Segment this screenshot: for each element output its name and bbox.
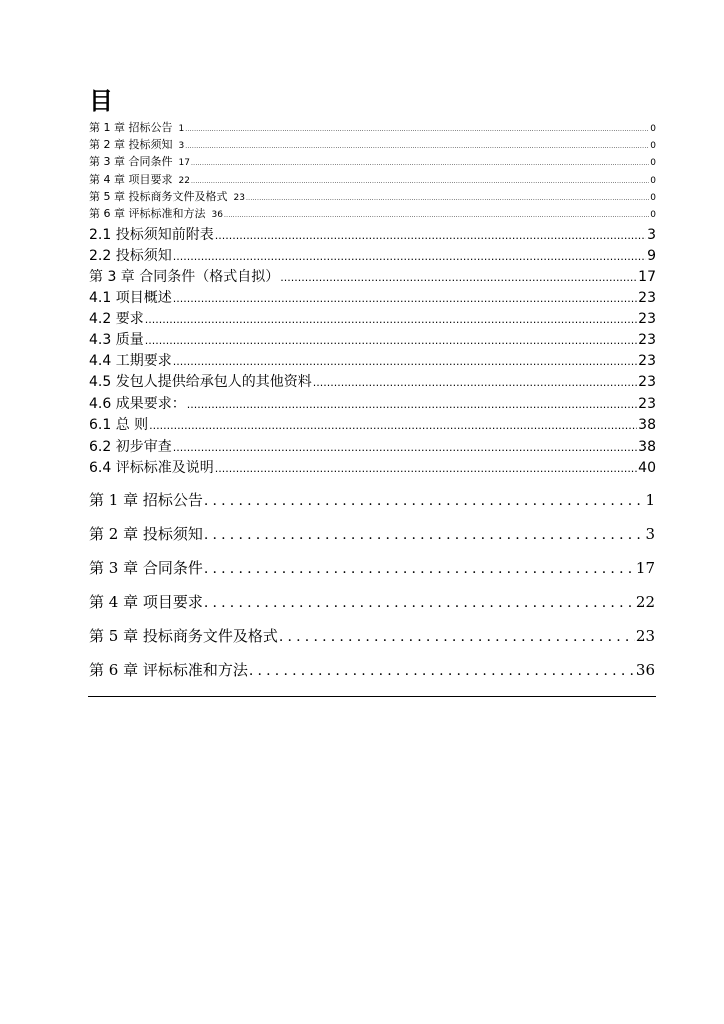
toc-page-number: 38	[638, 417, 656, 433]
toc-leader	[215, 458, 637, 479]
toc-label: 第 2 章 投标须知	[89, 525, 203, 543]
toc-label: 第 5 章 投标商务文件及格式	[89, 190, 228, 203]
toc-leader	[173, 351, 637, 372]
toc-leader	[173, 437, 637, 458]
toc-entry-mid[interactable]	[89, 330, 656, 351]
toc-entry-mid[interactable]	[89, 309, 656, 330]
toc-label: 第 1 章 招标公告	[89, 491, 203, 509]
toc-page-number: 23	[638, 396, 656, 412]
toc-leader	[187, 394, 637, 415]
toc-label: 6.1 总 则	[89, 417, 149, 433]
toc-leader	[191, 155, 649, 172]
toc-entry-large[interactable]	[89, 558, 655, 579]
toc-page-number: 23	[638, 332, 656, 348]
toc-entry-mid[interactable]	[89, 372, 656, 393]
toc-label: 第 3 章 合同条件	[89, 559, 203, 577]
toc-leader	[204, 525, 645, 545]
toc-entry-mid[interactable]	[89, 225, 656, 246]
toc-leader	[204, 593, 635, 613]
toc-leader	[173, 288, 637, 309]
toc-label: 第 3 章 合同条件（格式自拟）	[89, 269, 280, 285]
toc-label: 第 4 章 项目要求	[89, 593, 203, 611]
toc-page-number: 9	[647, 248, 656, 264]
toc-page-number: 40	[638, 460, 656, 476]
toc-leader	[204, 491, 645, 511]
toc-label: 4.5 发包人提供给承包人的其他资料	[89, 374, 312, 390]
toc-inline-page: 22	[178, 176, 190, 186]
toc-label: 第 5 章 投标商务文件及格式	[89, 627, 278, 645]
toc-entry-mid[interactable]	[89, 458, 656, 479]
toc-page-number: 38	[638, 439, 656, 455]
toc-entry-mid[interactable]	[89, 351, 656, 372]
toc-label: 2.2 投标须知	[89, 248, 172, 264]
toc-entry-small[interactable]	[89, 153, 656, 172]
toc-label: 4.4 工期要求	[89, 353, 172, 369]
toc-leader	[280, 267, 637, 288]
toc-entry-small[interactable]	[89, 205, 656, 224]
toc-page-number: 22	[635, 593, 655, 611]
toc-entry-mid[interactable]	[89, 246, 656, 267]
toc-leader	[249, 661, 635, 681]
toc-page-number: 1	[645, 491, 655, 509]
toc-label: 6.2 初步审查	[89, 439, 172, 455]
toc-leader	[313, 372, 637, 393]
toc-page-number: 17	[635, 559, 655, 577]
toc-leader	[279, 627, 635, 647]
toc-label: 4.1 项目概述	[89, 290, 172, 306]
toc-entry-mid[interactable]	[89, 415, 656, 436]
bottom-divider	[88, 696, 656, 697]
toc-entry-mid[interactable]	[89, 437, 656, 458]
toc-inline-page: 1	[178, 124, 185, 134]
toc-page-number: 23	[638, 290, 656, 306]
toc-label: 第 1 章 招标公告	[89, 121, 173, 134]
toc-page-number: 23	[638, 311, 656, 327]
toc-page-number: 17	[638, 269, 656, 285]
toc-page-number: 23	[638, 353, 656, 369]
toc-page-number: 3	[645, 525, 655, 543]
toc-label: 第 6 章 评标标准和方法	[89, 661, 248, 679]
toc-inline-page: 17	[178, 158, 190, 168]
toc-page-number: 0	[650, 158, 656, 168]
toc-inline-page: 23	[233, 193, 245, 203]
toc-label: 第 2 章 投标须知	[89, 138, 173, 151]
toc-entry-large[interactable]	[89, 626, 655, 647]
toc-label: 第 6 章 评标标准和方法	[89, 207, 206, 220]
toc-label: 4.6 成果要求：	[89, 396, 186, 412]
toc-label: 4.3 质量	[89, 332, 144, 348]
toc-entry-mid[interactable]	[89, 267, 656, 288]
toc-entry-mid[interactable]	[89, 394, 656, 415]
toc-inline-page: 3	[178, 141, 185, 151]
toc-page-number: 3	[647, 227, 656, 243]
toc-page-number: 0	[650, 141, 656, 151]
toc-page-number: 23	[638, 374, 656, 390]
toc-label: 第 4 章 项目要求	[89, 173, 173, 186]
toc-inline-page: 36	[211, 210, 223, 220]
toc-label: 2.1 投标须知前附表	[89, 227, 214, 243]
toc-label: 6.4 评标标准及说明	[89, 460, 214, 476]
toc-label: 第 3 章 合同条件	[89, 155, 173, 168]
toc-leader	[173, 246, 646, 267]
toc-label: 4.2 要求	[89, 311, 144, 327]
toc-leader	[149, 415, 637, 436]
toc-page-number: 0	[650, 124, 656, 134]
toc-entry-mid[interactable]	[89, 288, 656, 309]
toc-leader	[224, 207, 649, 224]
toc-leader	[215, 225, 646, 246]
toc-page-number: 36	[635, 661, 655, 679]
page-title: 目	[89, 87, 113, 115]
toc-leader	[145, 330, 637, 351]
toc-page-number: 0	[650, 193, 656, 203]
toc-entry-large[interactable]	[89, 660, 655, 681]
toc-page-number: 0	[650, 210, 656, 220]
toc-page-number: 23	[635, 627, 655, 645]
toc-entry-large[interactable]	[89, 490, 655, 511]
toc-leader	[204, 559, 635, 579]
toc-page-number: 0	[650, 176, 656, 186]
toc-leader	[145, 309, 637, 330]
toc-entry-large[interactable]	[89, 592, 655, 613]
toc-entry-large[interactable]	[89, 524, 655, 545]
